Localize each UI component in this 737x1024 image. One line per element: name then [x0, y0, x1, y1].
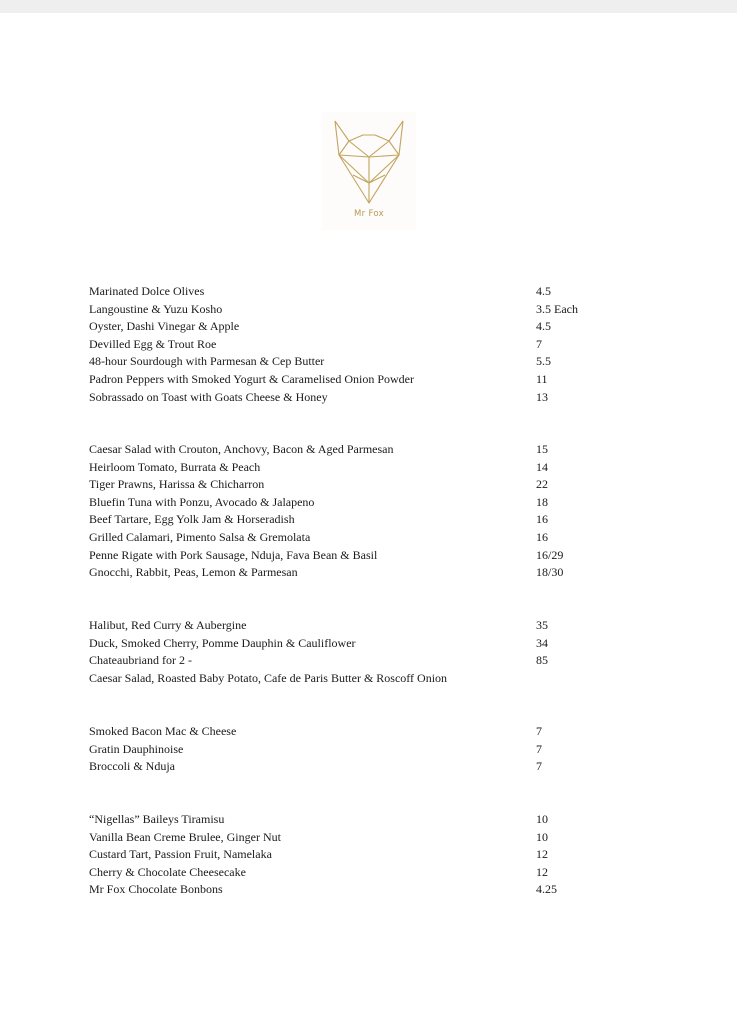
- menu-item-name: Devilled Egg & Trout Roe: [89, 336, 217, 351]
- menu-item: [89, 829, 649, 847]
- menu-item-name: Caesar Salad, Roasted Baby Potato, Cafe de Paris Butter & Roscoff Onion: [89, 670, 448, 685]
- menu-item-price: 4.25: [536, 882, 557, 897]
- fox-logo-icon: [331, 117, 407, 205]
- menu-item-name: Caesar Salad with Crouton, Anchovy, Bacon & Aged Parmesan: [89, 442, 394, 456]
- menu-item: [89, 318, 649, 336]
- menu-item-price: 7: [536, 741, 542, 756]
- menu-item-name: Halibut, Red Curry & Aubergine: [89, 618, 247, 632]
- menu-item-price: 3.5 Each: [536, 301, 578, 316]
- menu-item-name: Oyster, Dashi Vinegar & Apple: [89, 319, 240, 334]
- menu-item: [89, 283, 649, 301]
- menu-section-3: [89, 617, 649, 687]
- menu-item: [89, 758, 649, 776]
- menu-item-name: Gnocchi, Rabbit, Peas, Lemon & Parmesan: [89, 565, 298, 580]
- menu-item-name: Beef Tartare, Egg Yolk Jam & Horseradish: [89, 512, 295, 527]
- menu-item-name: Mr Fox Chocolate Bonbons: [89, 882, 223, 897]
- menu-item-price: 10: [536, 829, 548, 844]
- menu-item: [89, 511, 649, 529]
- menu-section-5: [89, 811, 649, 899]
- menu-item: [89, 301, 649, 319]
- menu-item-name: Heirloom Tomato, Burrata & Peach: [89, 459, 261, 474]
- menu-item-price: 11: [536, 371, 548, 386]
- menu-section-2: [89, 441, 649, 582]
- menu-item-price: 7: [536, 724, 542, 738]
- menu-item-price: 16/29: [536, 547, 564, 562]
- menu-item-price: 12: [536, 864, 548, 879]
- menu-item: [89, 389, 649, 407]
- menu-item-name: Sobrassado on Toast with Goats Cheese & Honey: [89, 389, 328, 404]
- menu-item-name: Gratin Dauphinoise: [89, 741, 184, 756]
- menu-item-price: 22: [536, 477, 548, 492]
- menu-item-price: 10: [536, 812, 548, 826]
- logo: [322, 112, 416, 230]
- menu-item: [89, 353, 649, 371]
- menu-item: [89, 476, 649, 494]
- menu-section-4: [89, 723, 649, 776]
- menu-item-name: Bluefin Tuna with Ponzu, Avocado & Jalapeno: [89, 494, 315, 509]
- menu-item: [89, 494, 649, 512]
- menu-item: [89, 441, 649, 459]
- menu-item-price: 18/30: [536, 565, 564, 580]
- menu-item-price: 85: [536, 653, 548, 668]
- menu-item-name: Cherry & Chocolate Cheesecake: [89, 864, 246, 879]
- menu-item-name: “Nigellas” Baileys Tiramisu: [89, 812, 225, 826]
- menu-item: [89, 336, 649, 354]
- menu-item: [89, 547, 649, 565]
- menu-item: [89, 371, 649, 389]
- menu-section-1: [89, 283, 649, 406]
- menu-item: [89, 741, 649, 759]
- menu-item-name: Padron Peppers with Smoked Yogurt & Caramelised Onion Powder: [89, 371, 414, 386]
- menu-item: [89, 881, 649, 899]
- menu-item: [89, 652, 649, 670]
- menu-item-name: Marinated Dolce Olives: [89, 284, 205, 298]
- menu-item-name: Custard Tart, Passion Fruit, Namelaka: [89, 847, 272, 862]
- menu-item-name: Smoked Bacon Mac & Cheese: [89, 724, 237, 738]
- menu-item: [89, 846, 649, 864]
- menu-item-name: Vanilla Bean Creme Brulee, Ginger Nut: [89, 829, 281, 844]
- logo-text: Mr Fox: [354, 209, 384, 219]
- menu-item-price: 16: [536, 529, 548, 544]
- menu-item: [89, 723, 649, 741]
- menu-item-price: 5.5: [536, 354, 551, 369]
- menu-item-price: 4.5: [536, 319, 551, 334]
- menu-item: [89, 635, 649, 653]
- menu-item-name: Chateaubriand for 2 -: [89, 653, 192, 668]
- menu-item-price: 35: [536, 618, 548, 632]
- menu-item-price: 16: [536, 512, 548, 527]
- menu-item-name: Grilled Calamari, Pimento Salsa & Gremolata: [89, 529, 311, 544]
- menu-item-price: 18: [536, 494, 548, 509]
- menu-item: [89, 864, 649, 882]
- menu-item-name: Penne Rigate with Pork Sausage, Nduja, Fava Bean & Basil: [89, 547, 378, 562]
- menu-item: [89, 459, 649, 477]
- menu-item-name: Broccoli & Nduja: [89, 759, 175, 774]
- menu-item: [89, 811, 649, 829]
- menu-item-price: 7: [536, 336, 542, 351]
- menu-item-name: Langoustine & Yuzu Kosho: [89, 301, 223, 316]
- menu-item: [89, 564, 649, 582]
- menu-item-name: Tiger Prawns, Harissa & Chicharron: [89, 477, 265, 492]
- top-strip: [0, 0, 737, 13]
- menu-item-price: 13: [536, 389, 548, 404]
- menu-item: [89, 529, 649, 547]
- menu-item-price: 7: [536, 759, 542, 774]
- menu-item-price: 14: [536, 459, 548, 474]
- menu-item: [89, 670, 649, 688]
- menu-item-price: 4.5: [536, 284, 551, 298]
- menu-item-name: 48-hour Sourdough with Parmesan & Cep Butter: [89, 354, 325, 369]
- menu-item: [89, 617, 649, 635]
- menu-item-name: Duck, Smoked Cherry, Pomme Dauphin & Cauliflower: [89, 635, 356, 650]
- menu-item-price: 34: [536, 635, 548, 650]
- menu-item-price: 15: [536, 442, 548, 456]
- menu-item-price: 12: [536, 847, 548, 862]
